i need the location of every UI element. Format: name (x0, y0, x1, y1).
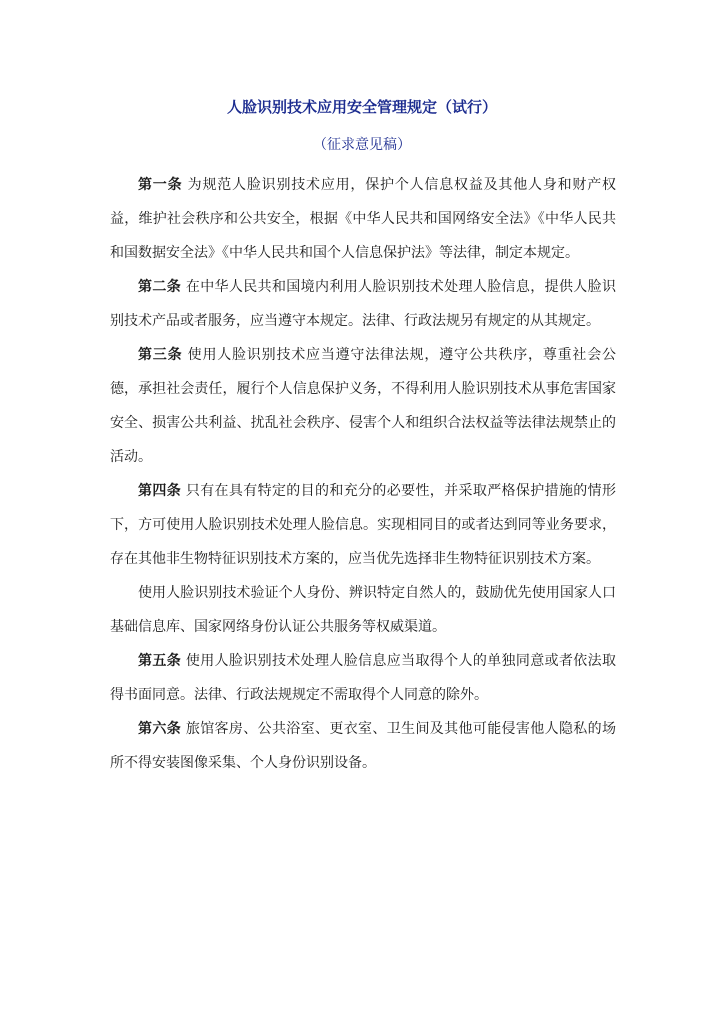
article-label: 第一条 (138, 177, 183, 193)
article-text: 使用人脸识别技术应当遵守法律法规，遵守公共秩序，尊重社会公德，承担社会责任，履行个人信息保护义务，不得利用人脸识别技术从事危害国家安全、损害公共利益、扰乱社会秩序、侵害个人和组织合法权益等法律法规禁止的活动。 (110, 347, 617, 465)
article-6 (110, 712, 616, 780)
article-1 (110, 168, 616, 270)
paragraph-text: 使用人脸识别技术验证个人身份、辨识特定自然人的，鼓励优先使用国家人口基础信息库、国家网络身份认证公共服务等权威渠道。 (110, 585, 616, 635)
document-subtitle: （征求意见稿） (313, 137, 411, 153)
article-text: 使用人脸识别技术处理人脸信息应当取得个人的单独同意或者依法取得书面同意。法律、行政法规规定不需取得个人同意的除外。 (110, 653, 617, 703)
article-label: 第二条 (138, 279, 182, 295)
article-text: 为规范人脸识别技术应用，保护个人信息权益及其他人身和财产权益，维护社会秩序和公共安全，根据《中华人民共和国网络安全法》《中华人民共和国数据安全法》《中华人民共和国个人信息保护法》等法律，制定本规定。 (110, 177, 617, 261)
article-4-paragraph-2 (110, 576, 616, 644)
article-text: 在中华人民共和国境内利用人脸识别技术处理人脸信息，提供人脸识别技术产品或者服务，应当遵守本规定。法律、行政法规另有规定的从其规定。 (110, 279, 617, 329)
document-body (110, 168, 616, 780)
article-label: 第六条 (138, 721, 182, 737)
article-label: 第五条 (138, 653, 182, 669)
article-2 (110, 270, 616, 338)
document-title: 人脸识别技术应用安全管理规定（试行） (226, 98, 497, 116)
article-4 (110, 474, 616, 576)
article-text: 只有在具有特定的目的和充分的必要性，并采取严格保护措施的情形下，方可使用人脸识别技术处理人脸信息。实现相同目的或者达到同等业务要求，存在其他非生物特征识别技术方案的，应当优先选择非生物特征识别技术方案。 (110, 483, 617, 567)
article-text: 旅馆客房、公共浴室、更衣室、卫生间及其他可能侵害他人隐私的场所不得安装图像采集、个人身份识别设备。 (110, 721, 617, 771)
article-label: 第四条 (138, 483, 182, 499)
article-label: 第三条 (138, 347, 183, 363)
article-3 (110, 338, 616, 474)
article-5 (110, 644, 616, 712)
